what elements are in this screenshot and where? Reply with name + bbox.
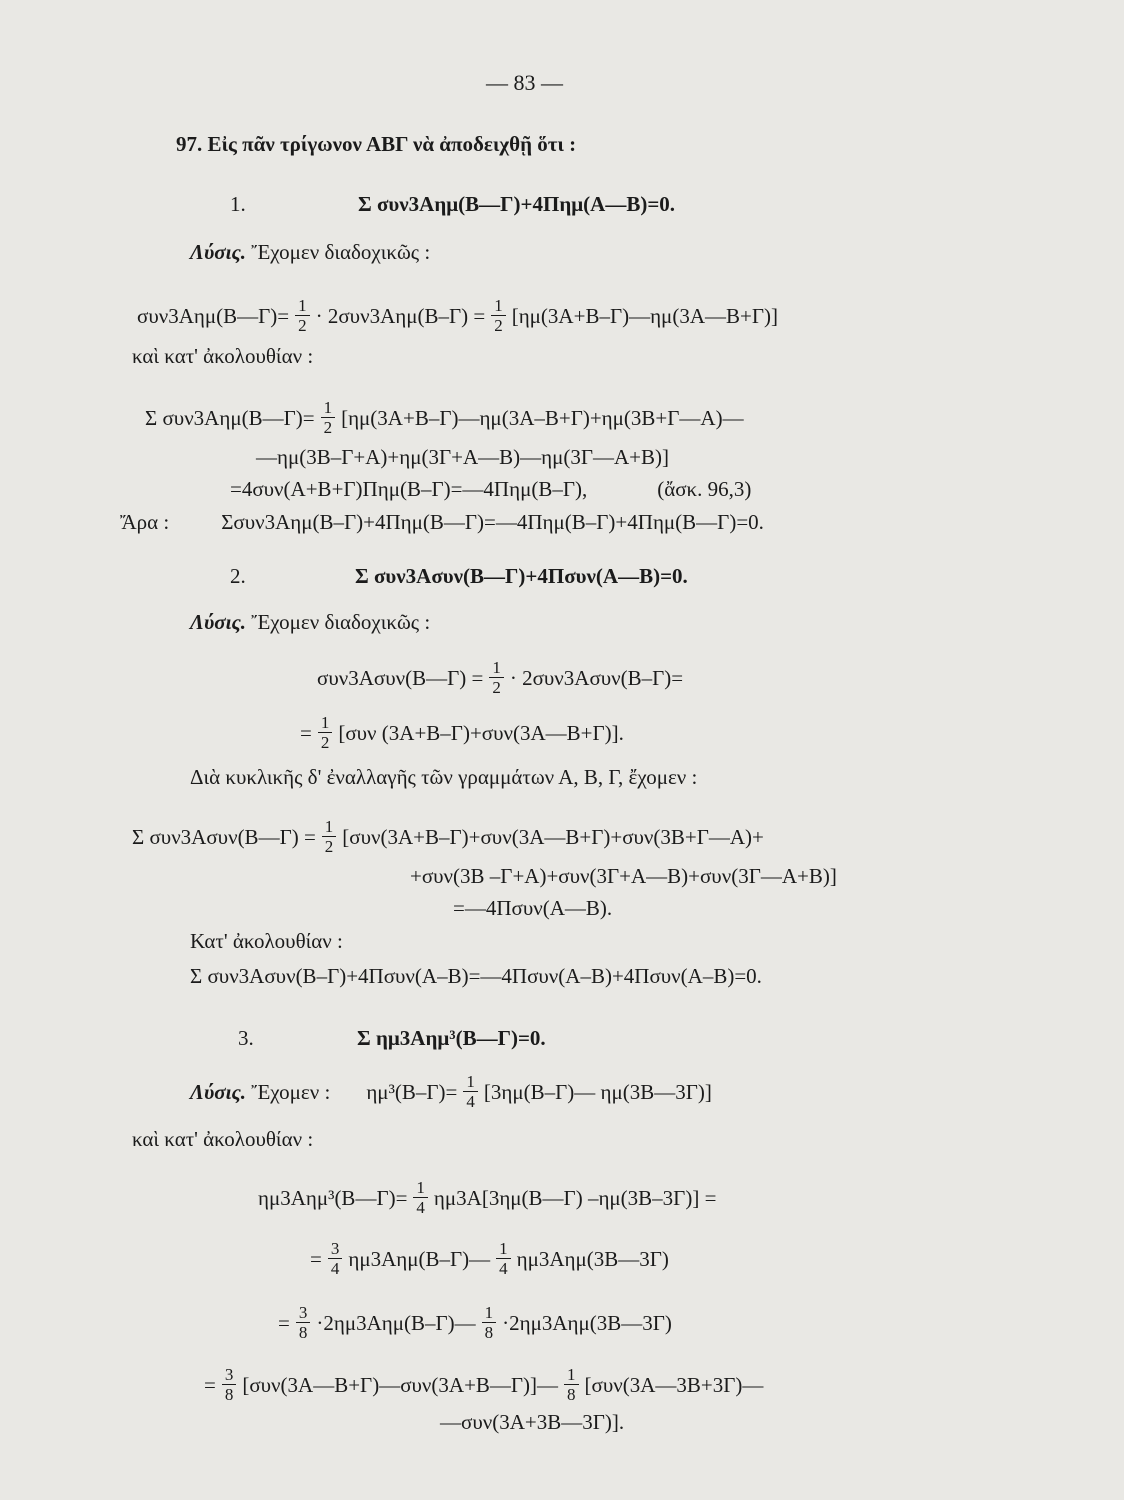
equation-part: [συν (3Α+Β–Γ)+συν(3Α—Β+Γ)]. xyxy=(338,720,624,745)
fraction-one-half: $\frac{1}{2}$ xyxy=(295,296,310,335)
equation-part: = xyxy=(310,1246,322,1271)
equation-part: ημ3Αημ(3Β—3Γ) xyxy=(516,1246,669,1271)
equation-part: [συν(3Α+Β–Γ)+συν(3Α—Β+Γ)+συν(3Β+Γ—Α)+ xyxy=(342,824,764,849)
equation-part: =4συν(Α+Β+Γ)Πημ(Β–Γ)=—4Πημ(Β–Γ), xyxy=(230,477,588,501)
equation-part: [3ημ(Β–Γ)— ημ(3Β—3Γ)] xyxy=(483,1079,712,1104)
problem1-number: 1. xyxy=(230,192,246,216)
solution-label: Λύσις. xyxy=(190,240,247,264)
problem1-equation-1 xyxy=(137,296,778,335)
fraction-one-quarter: $\frac{1}{4}$ xyxy=(413,1178,428,1217)
page-number: — 83 — xyxy=(486,70,563,95)
equation-part: ημ3Αημ³(Β—Γ)= xyxy=(258,1185,408,1210)
fraction-one-quarter: $\frac{1}{4}$ xyxy=(496,1239,511,1278)
equation-part: [συν(3Α—3Β+3Γ)— xyxy=(584,1372,764,1397)
problem2-conclusion: Σ συν3Ασυν(Β–Γ)+4Πσυν(Α–Β)=—4Πσυν(Α–Β)+4Πσυν(Α–Β)=0. xyxy=(190,964,762,988)
problem1-equation-2 xyxy=(145,398,744,437)
equation-part: = xyxy=(278,1310,290,1335)
fraction-three-quarters: $\frac{3}{4}$ xyxy=(328,1239,343,1278)
fraction-one-half: $\frac{1}{2}$ xyxy=(489,658,504,697)
problem1-solution-intro xyxy=(190,239,430,265)
problem2-equation-2 xyxy=(300,713,624,752)
problem2-equation-1 xyxy=(317,658,683,697)
equation-part: ημ3Α[3ημ(Β—Γ) –ημ(3Β–3Γ)] = xyxy=(433,1185,717,1210)
fraction-one-quarter: $\frac{1}{4}$ xyxy=(463,1072,478,1111)
solution-intro-text: Ἔχομεν διαδοχικῶς : xyxy=(251,240,431,264)
equation-part: Σ συν3Ασυν(Β—Γ) = xyxy=(132,824,316,849)
problem1-conclusion xyxy=(120,509,764,535)
exercise-reference: (ἄσκ. 96,3) xyxy=(657,477,752,501)
problem3-text-1: καὶ κατ' ἀκολουθίαν : xyxy=(132,1127,314,1151)
solution-label: Λύσις. xyxy=(190,610,247,634)
problem3-equation-5: —συν(3Α+3Β—3Γ)]. xyxy=(440,1410,625,1434)
equation-part: [συν(3Α—Β+Γ)—συν(3Α+Β—Γ)]— xyxy=(242,1372,559,1397)
solution-intro-text: Ἔχομεν : xyxy=(251,1079,331,1104)
solution-label: Λύσις. xyxy=(190,1079,247,1104)
fraction-one-half: $\frac{1}{2}$ xyxy=(322,817,337,856)
problem2-statement: Σ συν3Ασυν(Β—Γ)+4Πσυν(Α—Β)=0. xyxy=(355,564,688,588)
conclusion-label: Ἄρα : xyxy=(120,510,170,534)
equation-part: Σσυν3Αημ(Β–Γ)+4Πημ(Β—Γ)=—4Πημ(Β–Γ)+4Πημ(Β—Γ)=0. xyxy=(221,510,764,534)
fraction-one-eighth: $\frac{1}{8}$ xyxy=(564,1365,579,1404)
problem1-equation-4 xyxy=(230,476,751,502)
problem3-statement: Σ ημ3Αημ³(Β—Γ)=0. xyxy=(357,1026,546,1050)
fraction-one-eighth: $\frac{1}{8}$ xyxy=(482,1303,497,1342)
equation-part: = xyxy=(204,1372,216,1397)
problem1-equation-3: —ημ(3Β–Γ+Α)+ημ(3Γ+Α—Β)—ημ(3Γ—Α+Β)] xyxy=(256,445,669,469)
equation-part: · 2συν3Αημ(Β–Γ) = xyxy=(315,303,486,328)
problem2-equation-4: +συν(3Β –Γ+Α)+συν(3Γ+Α—Β)+συν(3Γ—Α+Β)] xyxy=(410,864,837,888)
problem2-solution-intro xyxy=(190,609,430,635)
problem3-equation-2 xyxy=(310,1239,669,1278)
fraction-one-half: $\frac{1}{2}$ xyxy=(321,398,336,437)
equation-part: ·2ημ3Αημ(3Β—3Γ) xyxy=(502,1310,672,1335)
equation-part: [ημ(3Α+Β–Γ)—ημ(3Α–Β+Γ)+ημ(3Β+Γ—Α)— xyxy=(341,405,744,430)
problem3-equation-4 xyxy=(204,1365,763,1404)
problem1-statement: Σ συν3Αημ(Β—Γ)+4Πημ(Α—Β)=0. xyxy=(358,192,676,216)
problem3-equation-1 xyxy=(258,1178,716,1217)
equation-part: ·2ημ3Αημ(Β–Γ)— xyxy=(316,1310,476,1335)
equation-part: · 2συν3Ασυν(Β–Γ)= xyxy=(509,665,684,690)
problem2-number: 2. xyxy=(230,564,246,588)
equation-part: Σ συν3Αημ(Β—Γ)= xyxy=(145,405,315,430)
equation-part: συν3Ασυν(Β—Γ) = xyxy=(317,665,484,690)
problem2-text-2: Κατ' ἀκολουθίαν : xyxy=(190,929,343,953)
problem2-equation-5: =—4Πσυν(Α—Β). xyxy=(453,896,613,920)
problem3-solution-intro xyxy=(190,1072,712,1111)
problem1-text-1: καὶ κατ' ἀκολουθίαν : xyxy=(132,344,314,368)
solution-intro-text: Ἔχομεν διαδοχικῶς : xyxy=(251,610,431,634)
problem3-number: 3. xyxy=(238,1026,254,1050)
equation-part: [ημ(3Α+Β–Γ)—ημ(3Α—Β+Γ)] xyxy=(511,303,778,328)
equation-part: ημ³(Β–Γ)= xyxy=(366,1079,458,1104)
exercise-heading: 97. Εἰς πᾶν τρίγωνον ΑΒΓ νὰ ἀποδειχθῇ ὅτι : xyxy=(176,132,577,156)
problem2-equation-3 xyxy=(132,817,764,856)
problem3-equation-3 xyxy=(278,1303,672,1342)
fraction-one-half: $\frac{1}{2}$ xyxy=(318,713,333,752)
problem2-text-1: Διὰ κυκλικῆς δ' ἐναλλαγῆς τῶν γραμμάτων Α, Β, Γ, ἔχομεν : xyxy=(190,765,698,789)
fraction-one-half: $\frac{1}{2}$ xyxy=(491,296,506,335)
equation-part: ημ3Αημ(Β–Γ)— xyxy=(348,1246,491,1271)
equation-part: = xyxy=(300,720,312,745)
equation-part: συν3Αημ(Β—Γ)= xyxy=(137,303,290,328)
fraction-three-eighths: $\frac{3}{8}$ xyxy=(296,1303,311,1342)
fraction-three-eighths: $\frac{3}{8}$ xyxy=(222,1365,237,1404)
